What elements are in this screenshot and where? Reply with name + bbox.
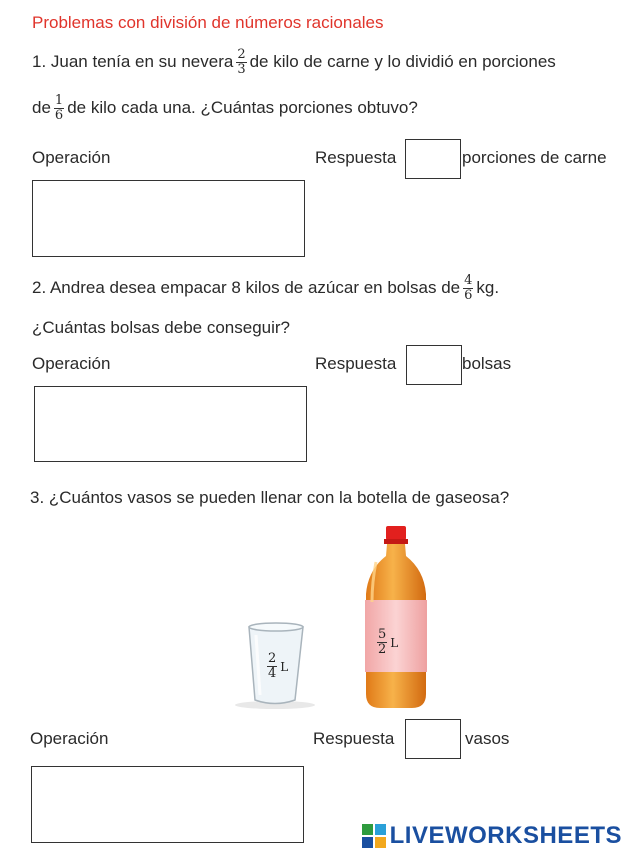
fraction-two-thirds: $\frac{2}{3}$ bbox=[237, 47, 246, 77]
problem-1-line-1 bbox=[32, 48, 556, 77]
problem-2-text-b: kg. bbox=[476, 277, 500, 297]
operation-box-2[interactable] bbox=[34, 386, 307, 462]
problem-2-text-a: 2. Andrea desea empacar 8 kilos de azúcar en bolsas de bbox=[32, 277, 461, 297]
liveworksheets-logo bbox=[362, 822, 622, 850]
glass-fraction: $\frac{2}{4}$ bbox=[268, 651, 277, 681]
fraction-four-sixths: $\frac{4}{6}$ bbox=[464, 273, 473, 303]
respuesta-label-1: Respuesta bbox=[315, 148, 397, 167]
problem-1-text-a: 1. Juan tenía en su nevera bbox=[32, 51, 234, 71]
bottle-fraction: $\frac{5}{2}$ bbox=[378, 627, 387, 657]
glass-illustration bbox=[230, 615, 320, 710]
fraction-one-sixth: $\frac{1}{6}$ bbox=[54, 93, 64, 123]
answer-input-1[interactable] bbox=[405, 139, 461, 179]
operation-box-1[interactable] bbox=[32, 180, 305, 257]
operation-box-3[interactable] bbox=[31, 766, 304, 843]
operacion-label-1: Operación bbox=[32, 148, 111, 167]
problem-1-text-c: de bbox=[32, 97, 51, 117]
respuesta-label-2: Respuesta bbox=[315, 354, 397, 373]
answer-unit-3: vasos bbox=[465, 729, 510, 748]
operacion-label-3: Operación bbox=[30, 729, 109, 748]
respuesta-label-3: Respuesta bbox=[313, 729, 395, 748]
glass-unit: L bbox=[280, 659, 289, 674]
operacion-label-2: Operación bbox=[32, 354, 111, 373]
problem-2-line-2: ¿Cuántas bolsas debe conseguir? bbox=[32, 318, 290, 337]
answer-unit-2: bolsas bbox=[462, 354, 512, 373]
problem-2-line-1 bbox=[32, 274, 499, 303]
problem-1-text-d: de kilo cada una. ¿Cuántas porciones obtuvo? bbox=[67, 97, 418, 117]
answer-input-3[interactable] bbox=[405, 719, 461, 759]
page-title: Problemas con división de números racionales bbox=[32, 13, 384, 32]
problem-3-line-1: 3. ¿Cuántos vasos se pueden llenar con la botella de gaseosa? bbox=[30, 488, 510, 507]
problem-1-text-b: de kilo de carne y lo dividió en porciones bbox=[249, 51, 556, 71]
bottle-unit: L bbox=[390, 635, 399, 650]
logo-mark-icon bbox=[362, 824, 386, 848]
answer-input-2[interactable] bbox=[406, 345, 462, 385]
answer-unit-1: porciones de carne bbox=[462, 148, 607, 167]
bottle-illustration bbox=[356, 522, 436, 714]
logo-text: LIVEWORKSHEETS bbox=[389, 822, 622, 849]
problem-1-line-2 bbox=[32, 94, 418, 123]
